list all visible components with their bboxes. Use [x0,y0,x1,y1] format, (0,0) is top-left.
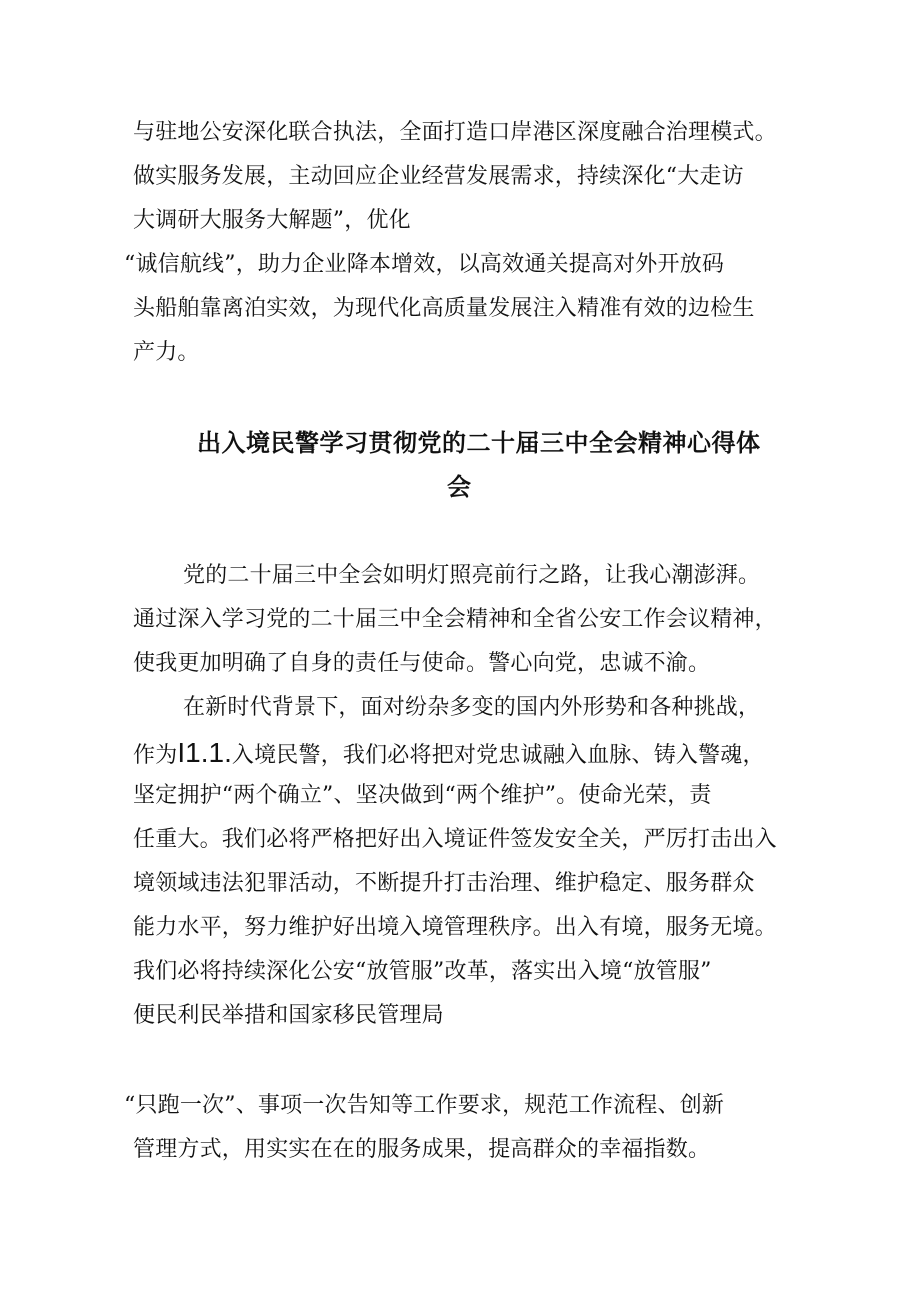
paragraph-1-line: 使我更加明确了自身的责任与使命。警心向党，忠诚不渝。 [133,651,711,676]
top-text-line: 与驻地公安深化联合执法，全面打造口岸港区深度融合治理模式。 [133,120,777,145]
paragraph-3-line: “只跑一次”、事项一次告知等工作要求，规范工作流程、创新 [124,1093,725,1118]
paragraph-2-marker: I1.1. [177,737,232,768]
paragraph-2-line: 我们必将持续深化公安“放管服”改革，落实出入境“放管服” [133,959,712,984]
paragraph-2-line: 任重大。我们必将严格把好出入境证件签发安全关，严厉打击出入 [133,827,777,852]
article-title-line1: 出入境民警学习贯彻党的二十届三中全会精神心得体 [197,428,761,457]
paragraph-2-line: 坚定拥护“两个确立”、坚决做到“两个维护”。使命光荣，责 [133,783,712,808]
paragraph-2-prefix: 作为 [133,743,178,768]
top-text-line: 产力。 [133,340,200,365]
paragraph-1-line: 通过深入学习党的二十届三中全会精神和全省公安工作会议精神， [133,607,777,632]
paragraph-2-line: 在新时代背景下，面对纷杂多变的国内外形势和各种挑战， [183,695,761,720]
top-text-line: 头船舶靠离泊实效，为现代化高质量发展注入精准有效的边检生 [133,296,755,321]
top-text-line: 大调研大服务大解题”，优化 [133,208,411,233]
paragraph-3-line: 管理方式，用实实在在的服务成果，提高群众的幸福指数。 [133,1137,711,1162]
article-title-line2: 会 [447,472,472,501]
paragraph-2-line [133,739,765,767]
paragraph-2-line: 境领域违法犯罪活动，不断提升打击治理、维护稳定、服务群众 [133,871,755,896]
paragraph-2-suffix: 入境民警，我们必将把对党忠诚融入血脉、铸入警魂， [231,743,765,768]
paragraph-2-line: 便民利民举措和国家移民管理局 [133,1003,444,1028]
top-text-line: 做实服务发展，主动回应企业经营发展需求，持续深化“大走访 [133,164,744,189]
top-text-line: “诚信航线”，助力企业降本增效，以高效通关提高对外开放码 [124,252,725,277]
paragraph-1-line: 党的二十届三中全会如明灯照亮前行之路，让我心潮澎湃。 [183,563,761,588]
paragraph-2-line: 能力水平，努力维护好出境入境管理秩序。出入有境，服务无境。 [133,915,777,940]
